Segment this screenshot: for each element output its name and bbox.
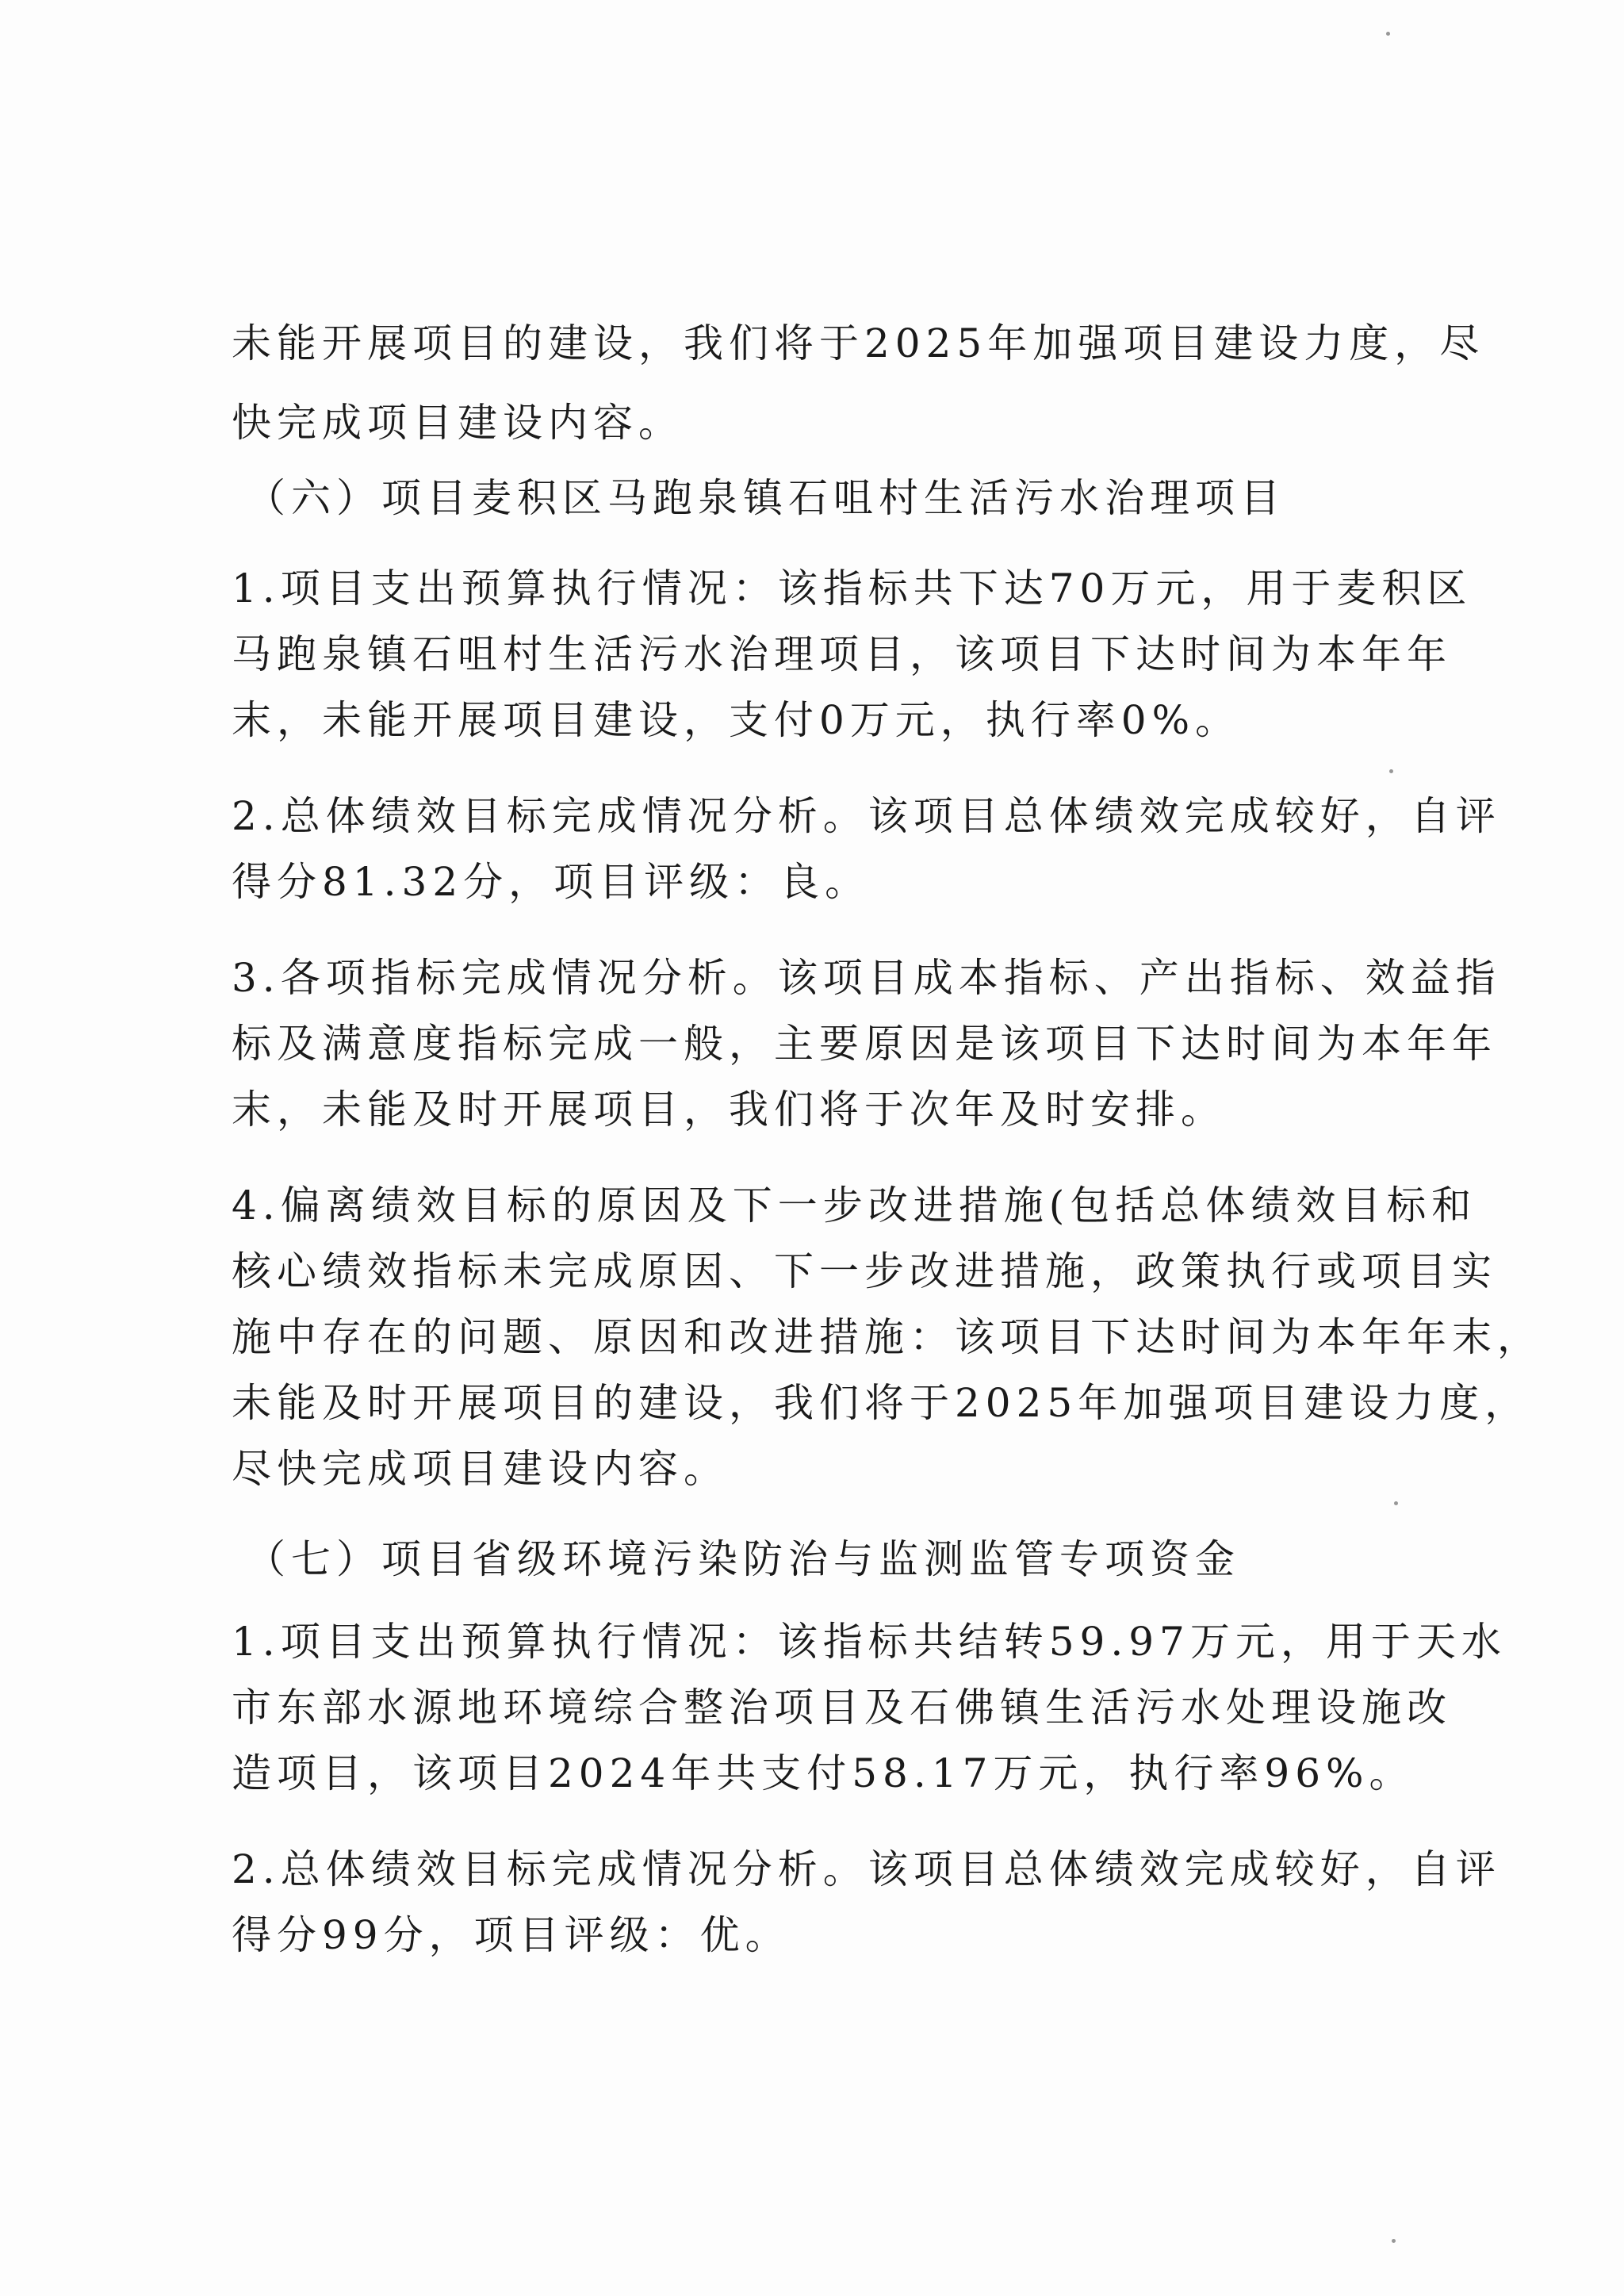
text-line: 2.总体绩效目标完成情况分析。该项目总体绩效完成较好，自评 — [232, 1846, 1501, 1892]
text-line: 1.项目支出预算执行情况：该指标共下达70万元，用于麦积区 — [232, 565, 1473, 611]
text-line: 造项目，该项目2024年共支付58.17万元，执行率96%。 — [232, 1750, 1415, 1796]
section-heading-six: （六）项目麦积区马跑泉镇石咀村生活污水治理项目 — [246, 475, 1285, 521]
text-line: 未能开展项目的建设，我们将于2025年加强项目建设力度，尽 — [232, 320, 1485, 366]
text-line: 未能及时开展项目的建设，我们将于2025年加强项目建设力度， — [232, 1380, 1530, 1426]
text-line: 4.偏离绩效目标的原因及下一步改进措施(包括总体绩效目标和 — [232, 1182, 1477, 1228]
text-line: 标及满意度指标完成一般，主要原因是该项目下达时间为本年年 — [232, 1021, 1497, 1067]
text-line: 得分99分，项目评级：优。 — [232, 1912, 791, 1958]
text-line: 核心绩效指标未完成原因、下一步改进措施，政策执行或项目实 — [232, 1248, 1497, 1294]
text-line: 末，未能开展项目建设，支付0万元，执行率0%。 — [232, 697, 1241, 743]
text-line: 施中存在的问题、原因和改进措施：该项目下达时间为本年年末， — [232, 1314, 1542, 1360]
text-line: 1.项目支出预算执行情况：该指标共结转59.97万元，用于天水 — [232, 1619, 1507, 1665]
scan-speck — [1386, 32, 1390, 36]
text-line: 尽快完成项目建设内容。 — [232, 1446, 729, 1492]
scan-speck — [1394, 1501, 1398, 1505]
text-line: 快完成项目建设内容。 — [232, 400, 684, 446]
text-line: 市东部水源地环境综合整治项目及石佛镇生活污水处理设施改 — [232, 1685, 1452, 1731]
scan-speck — [1392, 2239, 1396, 2243]
scan-speck — [1389, 769, 1393, 773]
text-line: 马跑泉镇石咀村生活污水治理项目，该项目下达时间为本年年 — [232, 631, 1452, 677]
text-line: 3.各项指标完成情况分析。该项目成本指标、产出指标、效益指 — [232, 955, 1501, 1001]
text-line: 2.总体绩效目标完成情况分析。该项目总体绩效完成较好，自评 — [232, 793, 1501, 839]
text-line: 末，未能及时开展项目，我们将于次年及时安排。 — [232, 1087, 1226, 1133]
section-heading-seven: （七）项目省级环境污染防治与监测监管专项资金 — [246, 1536, 1240, 1582]
text-line: 得分81.32分，项目评级：良。 — [232, 859, 871, 905]
